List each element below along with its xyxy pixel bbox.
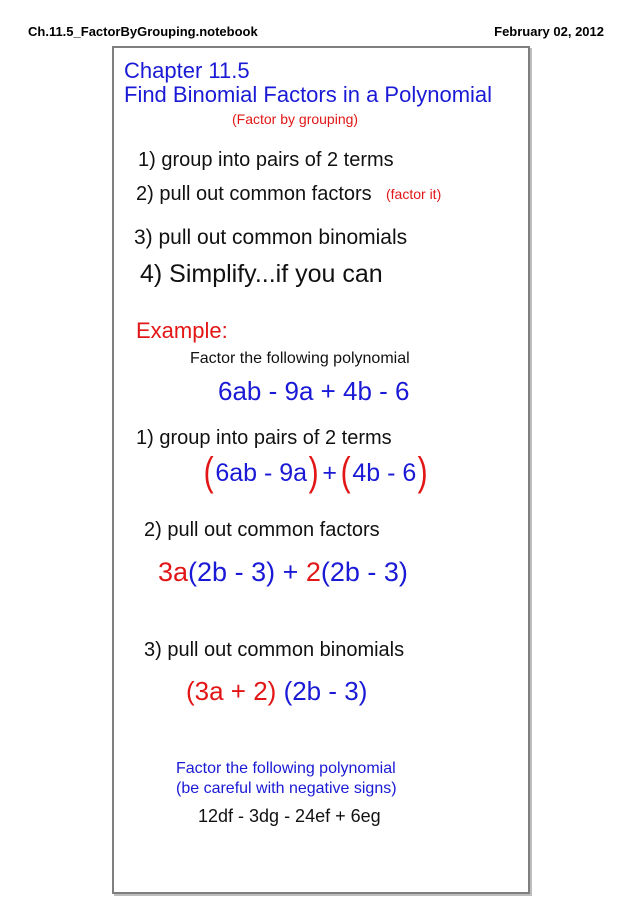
step-1-text: 1) group into pairs of 2 terms [138,149,394,171]
final-factor-left: (3a + 2) [186,676,277,706]
example-polynomial: 6ab - 9a + 4b - 6 [218,376,410,406]
notebook-filename: Ch.11.5_FactorByGrouping.notebook [28,24,258,39]
practice-warning: (be careful with negative signs) [176,780,397,797]
close-paren-group-1: ) [308,450,319,494]
factored-expression [158,559,408,586]
open-paren-group-2: ( [340,450,351,494]
example-label: Example: [136,318,228,343]
common-factor-a: 3a [158,557,189,587]
open-paren-group-1: ( [203,450,214,494]
lesson-title: Find Binomial Factors in a Polynomial [124,82,493,107]
close-paren-group-2: ) [417,450,428,494]
chapter-title: Chapter 11.5 [124,58,250,83]
factor-plus-sign: + [275,557,306,587]
example-instruction: Factor the following polynomial [190,350,410,367]
notebook-date: February 02, 2012 [494,24,604,39]
example-step-3: 3) pull out common binomials [144,639,405,661]
binomial-b: (2b - 3) [320,557,408,587]
example-step-1: 1) group into pairs of 2 terms [136,427,392,449]
step-2-note: (factor it) [386,186,442,202]
example-step-2: 2) pull out common factors [144,519,380,541]
step-4-text: 4) Simplify...if you can [140,260,383,288]
group-1-terms: 6ab - 9a [215,459,308,487]
grouped-expression [202,452,430,492]
step-2-text: 2) pull out common factors [136,183,372,205]
practice-polynomial: 12df - 3dg - 24ef + 6eg [198,806,381,826]
lesson-subtitle: (Factor by grouping) [232,111,359,127]
final-answer [186,678,367,704]
binomial-a: (2b - 3) [188,557,276,587]
practice-instruction: Factor the following polynomial [176,760,396,777]
group-2-terms: 4b - 6 [352,459,417,487]
common-factor-b: 2 [305,557,321,587]
step-3-text: 3) pull out common binomials [134,226,408,249]
final-factor-right: (2b - 3) [283,676,368,706]
group-plus-sign: + [322,459,338,487]
